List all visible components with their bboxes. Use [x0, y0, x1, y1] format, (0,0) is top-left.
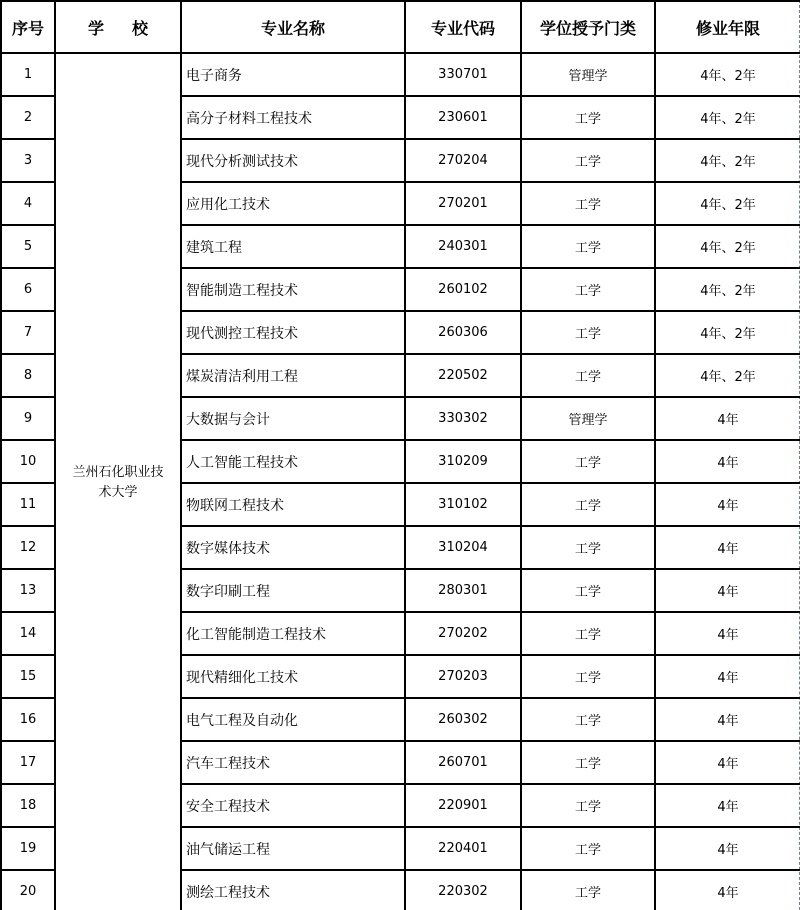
cell-index[interactable]: 4 — [1, 182, 55, 225]
cell-index[interactable]: 14 — [1, 612, 55, 655]
cell-major-name[interactable]: 智能制造工程技术 — [181, 268, 405, 311]
cell-index[interactable]: 16 — [1, 698, 55, 741]
cell-major-code[interactable]: 220901 — [405, 784, 521, 827]
cell-major-name[interactable]: 数字印刷工程 — [181, 569, 405, 612]
cell-duration[interactable]: 4年、2年 — [655, 139, 800, 182]
cell-index[interactable]: 2 — [1, 96, 55, 139]
cell-index[interactable]: 10 — [1, 440, 55, 483]
cell-duration[interactable]: 4年、2年 — [655, 225, 800, 268]
header-row — [1, 1, 800, 53]
cell-major-code[interactable]: 270203 — [405, 655, 521, 698]
cell-degree-category[interactable]: 工学 — [521, 526, 655, 569]
cell-major-name[interactable]: 建筑工程 — [181, 225, 405, 268]
cell-major-code[interactable]: 260306 — [405, 311, 521, 354]
cell-degree-category[interactable]: 工学 — [521, 311, 655, 354]
cell-major-code[interactable]: 270204 — [405, 139, 521, 182]
cell-degree-category[interactable]: 工学 — [521, 440, 655, 483]
cell-duration[interactable]: 4年、2年 — [655, 53, 800, 96]
header-major-code[interactable]: 专业代码 — [405, 1, 521, 53]
cell-duration[interactable]: 4年 — [655, 440, 800, 483]
cell-major-code[interactable]: 270201 — [405, 182, 521, 225]
cell-degree-category[interactable]: 工学 — [521, 569, 655, 612]
cell-index[interactable]: 20 — [1, 870, 55, 910]
cell-major-code[interactable]: 280301 — [405, 569, 521, 612]
cell-degree-category[interactable]: 工学 — [521, 612, 655, 655]
header-degree-category[interactable]: 学位授予门类 — [521, 1, 655, 53]
cell-degree-category[interactable]: 工学 — [521, 225, 655, 268]
cell-major-name[interactable]: 油气储运工程 — [181, 827, 405, 870]
cell-major-code[interactable]: 260302 — [405, 698, 521, 741]
cell-index[interactable]: 7 — [1, 311, 55, 354]
cell-index[interactable]: 9 — [1, 397, 55, 440]
cell-major-code[interactable]: 310204 — [405, 526, 521, 569]
cell-duration[interactable]: 4年 — [655, 698, 800, 741]
cell-major-code[interactable]: 270202 — [405, 612, 521, 655]
cell-degree-category[interactable]: 管理学 — [521, 53, 655, 96]
cell-degree-category[interactable]: 工学 — [521, 139, 655, 182]
cell-major-code[interactable]: 260701 — [405, 741, 521, 784]
table-row — [1, 53, 800, 96]
header-school[interactable] — [55, 1, 181, 53]
cell-index[interactable]: 3 — [1, 139, 55, 182]
cell-index[interactable]: 18 — [1, 784, 55, 827]
cell-major-name[interactable]: 化工智能制造工程技术 — [181, 612, 405, 655]
table-body — [1, 53, 800, 910]
cell-major-name[interactable]: 现代精细化工技术 — [181, 655, 405, 698]
cell-degree-category[interactable]: 工学 — [521, 741, 655, 784]
cell-degree-category[interactable]: 管理学 — [521, 397, 655, 440]
cell-duration[interactable]: 4年、2年 — [655, 182, 800, 225]
cell-major-code[interactable]: 220401 — [405, 827, 521, 870]
header-duration[interactable]: 修业年限 — [655, 1, 800, 53]
cell-degree-category[interactable]: 工学 — [521, 784, 655, 827]
cell-major-name[interactable]: 人工智能工程技术 — [181, 440, 405, 483]
cell-degree-category[interactable]: 工学 — [521, 483, 655, 526]
cell-index[interactable]: 5 — [1, 225, 55, 268]
cell-duration[interactable]: 4年 — [655, 569, 800, 612]
cell-index[interactable]: 11 — [1, 483, 55, 526]
cell-degree-category[interactable]: 工学 — [521, 698, 655, 741]
cell-degree-category[interactable]: 工学 — [521, 870, 655, 910]
cell-index[interactable]: 19 — [1, 827, 55, 870]
cell-index[interactable]: 12 — [1, 526, 55, 569]
cell-major-name[interactable]: 安全工程技术 — [181, 784, 405, 827]
cell-index[interactable]: 15 — [1, 655, 55, 698]
cell-index[interactable]: 6 — [1, 268, 55, 311]
cell-major-name[interactable]: 应用化工技术 — [181, 182, 405, 225]
cell-duration[interactable]: 4年 — [655, 784, 800, 827]
cell-major-name[interactable]: 测绘工程技术 — [181, 870, 405, 910]
cell-degree-category[interactable]: 工学 — [521, 268, 655, 311]
header-school-char-1: 学 — [87, 18, 104, 38]
cell-major-name[interactable]: 现代分析测试技术 — [181, 139, 405, 182]
cell-duration[interactable]: 4年、2年 — [655, 354, 800, 397]
cell-duration[interactable]: 4年、2年 — [655, 311, 800, 354]
cell-duration[interactable]: 4年 — [655, 870, 800, 910]
header-school-char-2: 校 — [132, 18, 149, 38]
cell-degree-category[interactable]: 工学 — [521, 655, 655, 698]
cell-major-name[interactable]: 物联网工程技术 — [181, 483, 405, 526]
cell-major-code[interactable]: 220502 — [405, 354, 521, 397]
cell-major-name[interactable]: 数字媒体技术 — [181, 526, 405, 569]
cell-major-name[interactable]: 大数据与会计 — [181, 397, 405, 440]
cell-index[interactable]: 17 — [1, 741, 55, 784]
cell-degree-category[interactable]: 工学 — [521, 182, 655, 225]
cell-degree-category[interactable]: 工学 — [521, 354, 655, 397]
cell-index[interactable]: 13 — [1, 569, 55, 612]
header-major-name[interactable]: 专业名称 — [181, 1, 405, 53]
cell-major-code[interactable]: 330701 — [405, 53, 521, 96]
cell-major-name[interactable]: 汽车工程技术 — [181, 741, 405, 784]
cell-duration[interactable]: 4年 — [655, 612, 800, 655]
cell-duration[interactable]: 4年 — [655, 483, 800, 526]
cell-major-code[interactable]: 260102 — [405, 268, 521, 311]
cell-degree-category[interactable]: 工学 — [521, 96, 655, 139]
cell-duration[interactable]: 4年 — [655, 397, 800, 440]
cell-major-name[interactable]: 现代测控工程技术 — [181, 311, 405, 354]
cell-major-name[interactable]: 电气工程及自动化 — [181, 698, 405, 741]
cell-major-code[interactable]: 230601 — [405, 96, 521, 139]
cell-school-merged[interactable]: 兰州石化职业技术大学 — [55, 53, 181, 910]
cell-major-name[interactable]: 高分子材料工程技术 — [181, 96, 405, 139]
cell-duration[interactable]: 4年 — [655, 741, 800, 784]
cell-duration[interactable]: 4年 — [655, 655, 800, 698]
cell-major-code[interactable]: 220302 — [405, 870, 521, 910]
cell-major-code[interactable]: 240301 — [405, 225, 521, 268]
cell-duration[interactable]: 4年 — [655, 827, 800, 870]
cell-major-code[interactable]: 310209 — [405, 440, 521, 483]
cell-degree-category[interactable]: 工学 — [521, 827, 655, 870]
cell-duration[interactable]: 4年、2年 — [655, 96, 800, 139]
cell-major-name[interactable]: 煤炭清洁利用工程 — [181, 354, 405, 397]
cell-index[interactable]: 8 — [1, 354, 55, 397]
cell-major-code[interactable]: 330302 — [405, 397, 521, 440]
header-index[interactable]: 序号 — [1, 1, 55, 53]
cell-major-name[interactable]: 电子商务 — [181, 53, 405, 96]
cell-index[interactable]: 1 — [1, 53, 55, 96]
cell-duration[interactable]: 4年、2年 — [655, 268, 800, 311]
cell-major-code[interactable]: 310102 — [405, 483, 521, 526]
cell-duration[interactable]: 4年 — [655, 526, 800, 569]
